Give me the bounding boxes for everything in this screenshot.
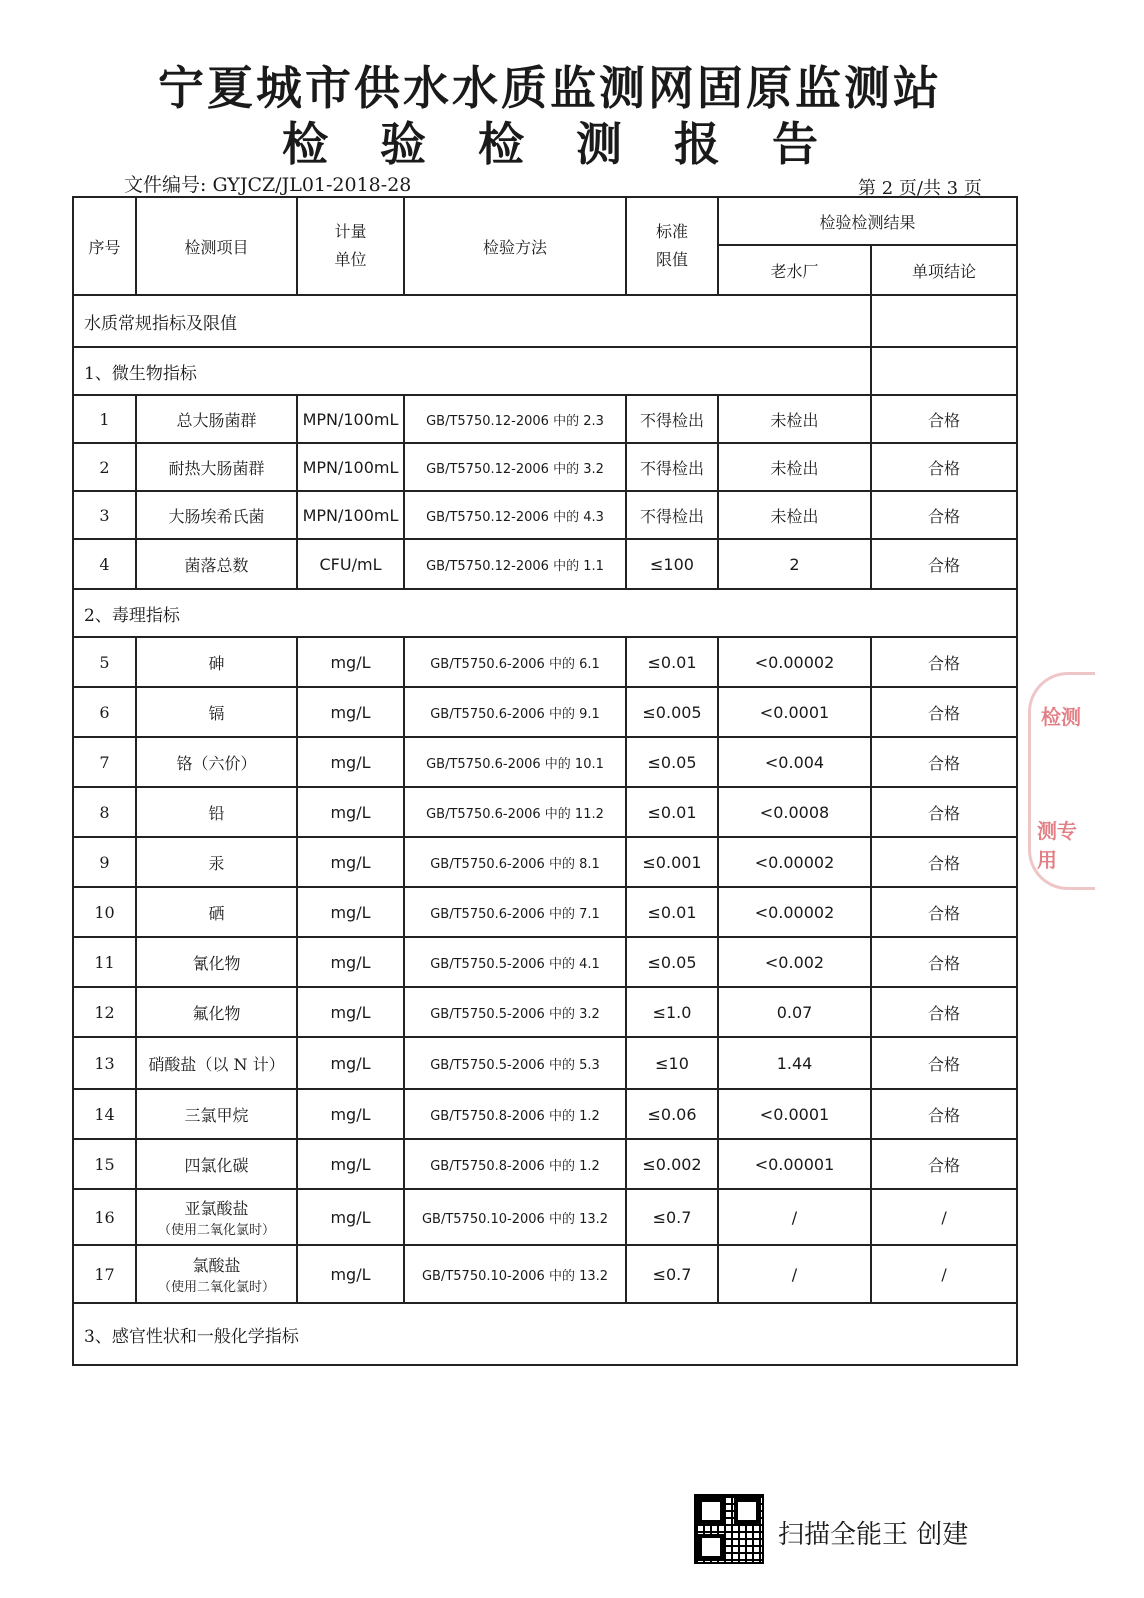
row-number: 12	[73, 987, 136, 1037]
conclusion: 合格	[871, 837, 1017, 887]
stamp-text-1: 检测	[1041, 705, 1081, 729]
scanner-label: 扫描全能王 创建	[778, 1520, 969, 1550]
conclusion: 合格	[871, 637, 1017, 687]
row-number: 15	[73, 1139, 136, 1189]
item-name	[136, 1245, 297, 1303]
row-number: 5	[73, 637, 136, 687]
limit: ≤1.0	[626, 987, 718, 1037]
unit: mg/L	[297, 1139, 404, 1189]
item-name: 硝酸盐（以 N 计）	[136, 1037, 297, 1089]
result: /	[718, 1245, 871, 1303]
item-name	[136, 1189, 297, 1245]
item-name: 铅	[136, 787, 297, 837]
result: <0.0001	[718, 687, 871, 737]
method: GB/T5750.6-2006 中的 7.1	[404, 887, 626, 937]
table-row	[73, 987, 1017, 1037]
header-results: 检验检测结果	[718, 197, 1017, 245]
unit: mg/L	[297, 737, 404, 787]
limit: ≤10	[626, 1037, 718, 1089]
method: GB/T5750.6-2006 中的 10.1	[404, 737, 626, 787]
limit: ≤0.001	[626, 837, 718, 887]
limit: 不得检出	[626, 395, 718, 443]
row-number: 11	[73, 937, 136, 987]
item-name: 砷	[136, 637, 297, 687]
item-name: 三氯甲烷	[136, 1089, 297, 1139]
item-name: 总大肠菌群	[136, 395, 297, 443]
item-name: 氰化物	[136, 937, 297, 987]
conclusion: 合格	[871, 1037, 1017, 1089]
method: GB/T5750.6-2006 中的 11.2	[404, 787, 626, 837]
item-name: 大肠埃希氏菌	[136, 491, 297, 539]
header-method: 检验方法	[404, 197, 626, 295]
result: <0.002	[718, 937, 871, 987]
limit: ≤100	[626, 539, 718, 589]
conclusion: 合格	[871, 491, 1017, 539]
method: GB/T5750.5-2006 中的 3.2	[404, 987, 626, 1037]
table-row	[73, 887, 1017, 937]
results-table	[72, 196, 1018, 1366]
header-unit	[297, 197, 404, 295]
row-number: 10	[73, 887, 136, 937]
result: <0.0008	[718, 787, 871, 837]
limit: ≤0.002	[626, 1139, 718, 1189]
method: GB/T5750.12-2006 中的 4.3	[404, 491, 626, 539]
limit: ≤0.05	[626, 737, 718, 787]
table-row	[73, 1037, 1017, 1089]
row-number: 14	[73, 1089, 136, 1139]
unit: mg/L	[297, 937, 404, 987]
row-number: 2	[73, 443, 136, 491]
method: GB/T5750.10-2006 中的 13.2	[404, 1245, 626, 1303]
unit: mg/L	[297, 687, 404, 737]
section-microbial: 1、微生物指标	[73, 347, 871, 395]
org-title: 宁夏城市供水水质监测网固原监测站	[158, 61, 942, 115]
unit: mg/L	[297, 837, 404, 887]
qr-code-icon	[694, 1494, 764, 1564]
result: <0.00002	[718, 887, 871, 937]
limit: ≤0.005	[626, 687, 718, 737]
limit: ≤0.06	[626, 1089, 718, 1139]
conclusion: 合格	[871, 987, 1017, 1037]
method: GB/T5750.12-2006 中的 2.3	[404, 395, 626, 443]
conclusion: 合格	[871, 443, 1017, 491]
empty-cell	[871, 295, 1017, 347]
limit: 不得检出	[626, 443, 718, 491]
unit: MPN/100mL	[297, 443, 404, 491]
item-name: 氟化物	[136, 987, 297, 1037]
page-info: 第 2 页/共 3 页	[858, 178, 982, 199]
result: 未检出	[718, 395, 871, 443]
unit: mg/L	[297, 637, 404, 687]
conclusion: 合格	[871, 687, 1017, 737]
conclusion: 合格	[871, 787, 1017, 837]
item-name: 四氯化碳	[136, 1139, 297, 1189]
row-number: 4	[73, 539, 136, 589]
table-row	[73, 937, 1017, 987]
conclusion: 合格	[871, 1139, 1017, 1189]
unit: mg/L	[297, 1189, 404, 1245]
item-note: （使用二氧化氯时）	[157, 1280, 275, 1295]
method: GB/T5750.8-2006 中的 1.2	[404, 1139, 626, 1189]
item-name-text: 亚氯酸盐	[184, 1199, 249, 1218]
unit: mg/L	[297, 987, 404, 1037]
document-number: 文件编号: GYJCZ/JL01-2018-28	[124, 174, 412, 196]
result: <0.0001	[718, 1089, 871, 1139]
unit: mg/L	[297, 787, 404, 837]
table-row	[73, 539, 1017, 589]
limit: ≤0.01	[626, 787, 718, 837]
item-name-text: 氯酸盐	[192, 1256, 241, 1275]
item-name: 汞	[136, 837, 297, 887]
conclusion: /	[871, 1189, 1017, 1245]
table-row	[73, 395, 1017, 443]
item-name: 硒	[136, 887, 297, 937]
header-conclusion: 单项结论	[871, 245, 1017, 295]
header-item: 检测项目	[136, 197, 297, 295]
result: <0.004	[718, 737, 871, 787]
row-number: 9	[73, 837, 136, 887]
table-row	[73, 687, 1017, 737]
conclusion: 合格	[871, 1089, 1017, 1139]
header-limit-text: 标准限值	[655, 222, 688, 269]
unit: mg/L	[297, 1037, 404, 1089]
method: GB/T5750.6-2006 中的 8.1	[404, 837, 626, 887]
section-main: 水质常规指标及限值	[73, 295, 871, 347]
method: GB/T5750.6-2006 中的 9.1	[404, 687, 626, 737]
row-number: 6	[73, 687, 136, 737]
conclusion: 合格	[871, 887, 1017, 937]
unit: mg/L	[297, 887, 404, 937]
limit: ≤0.7	[626, 1189, 718, 1245]
section-sensory: 3、感官性状和一般化学指标	[73, 1303, 1017, 1365]
unit: mg/L	[297, 1089, 404, 1139]
header-site: 老水厂	[718, 245, 871, 295]
item-name: 菌落总数	[136, 539, 297, 589]
table-row	[73, 443, 1017, 491]
method: GB/T5750.8-2006 中的 1.2	[404, 1089, 626, 1139]
result: 2	[718, 539, 871, 589]
result: 0.07	[718, 987, 871, 1037]
header-unit-text: 计量单位	[334, 222, 367, 269]
limit: ≤0.05	[626, 937, 718, 987]
unit: MPN/100mL	[297, 395, 404, 443]
method: GB/T5750.10-2006 中的 13.2	[404, 1189, 626, 1245]
result: /	[718, 1189, 871, 1245]
row-number: 8	[73, 787, 136, 837]
row-number: 7	[73, 737, 136, 787]
row-number: 16	[73, 1189, 136, 1245]
table-row	[73, 737, 1017, 787]
conclusion: 合格	[871, 395, 1017, 443]
row-number: 17	[73, 1245, 136, 1303]
table-row	[73, 491, 1017, 539]
report-title: 检验检测报告	[282, 117, 870, 171]
unit: mg/L	[297, 1245, 404, 1303]
method: GB/T5750.6-2006 中的 6.1	[404, 637, 626, 687]
header-seq: 序号	[73, 197, 136, 295]
result: <0.00001	[718, 1139, 871, 1189]
conclusion: 合格	[871, 737, 1017, 787]
row-number: 1	[73, 395, 136, 443]
result: 未检出	[718, 491, 871, 539]
unit: MPN/100mL	[297, 491, 404, 539]
method: GB/T5750.12-2006 中的 1.1	[404, 539, 626, 589]
method: GB/T5750.5-2006 中的 5.3	[404, 1037, 626, 1089]
scanner-footer	[694, 1494, 1104, 1564]
section-toxicological: 2、毒理指标	[73, 589, 1017, 637]
item-name: 镉	[136, 687, 297, 737]
result: <0.00002	[718, 837, 871, 887]
conclusion: 合格	[871, 937, 1017, 987]
limit: ≤0.01	[626, 637, 718, 687]
limit: ≤0.01	[626, 887, 718, 937]
item-name: 铬（六价）	[136, 737, 297, 787]
result: 1.44	[718, 1037, 871, 1089]
method: GB/T5750.5-2006 中的 4.1	[404, 937, 626, 987]
result: <0.00002	[718, 637, 871, 687]
table-row	[73, 1139, 1017, 1189]
item-note: （使用二氧化氯时）	[157, 1223, 275, 1238]
table-row	[73, 837, 1017, 887]
red-seal-stamp	[1028, 672, 1095, 890]
row-number: 3	[73, 491, 136, 539]
row-number: 13	[73, 1037, 136, 1089]
limit: ≤0.7	[626, 1245, 718, 1303]
method: GB/T5750.12-2006 中的 3.2	[404, 443, 626, 491]
table-row	[73, 1189, 1017, 1245]
stamp-text-2: 测专用	[1037, 819, 1077, 872]
conclusion: /	[871, 1245, 1017, 1303]
table-row	[73, 637, 1017, 687]
empty-cell	[871, 347, 1017, 395]
header-limit	[626, 197, 718, 295]
table-row	[73, 1245, 1017, 1303]
limit: 不得检出	[626, 491, 718, 539]
item-name: 耐热大肠菌群	[136, 443, 297, 491]
table-row	[73, 787, 1017, 837]
conclusion: 合格	[871, 539, 1017, 589]
unit: CFU/mL	[297, 539, 404, 589]
result: 未检出	[718, 443, 871, 491]
table-row	[73, 1089, 1017, 1139]
